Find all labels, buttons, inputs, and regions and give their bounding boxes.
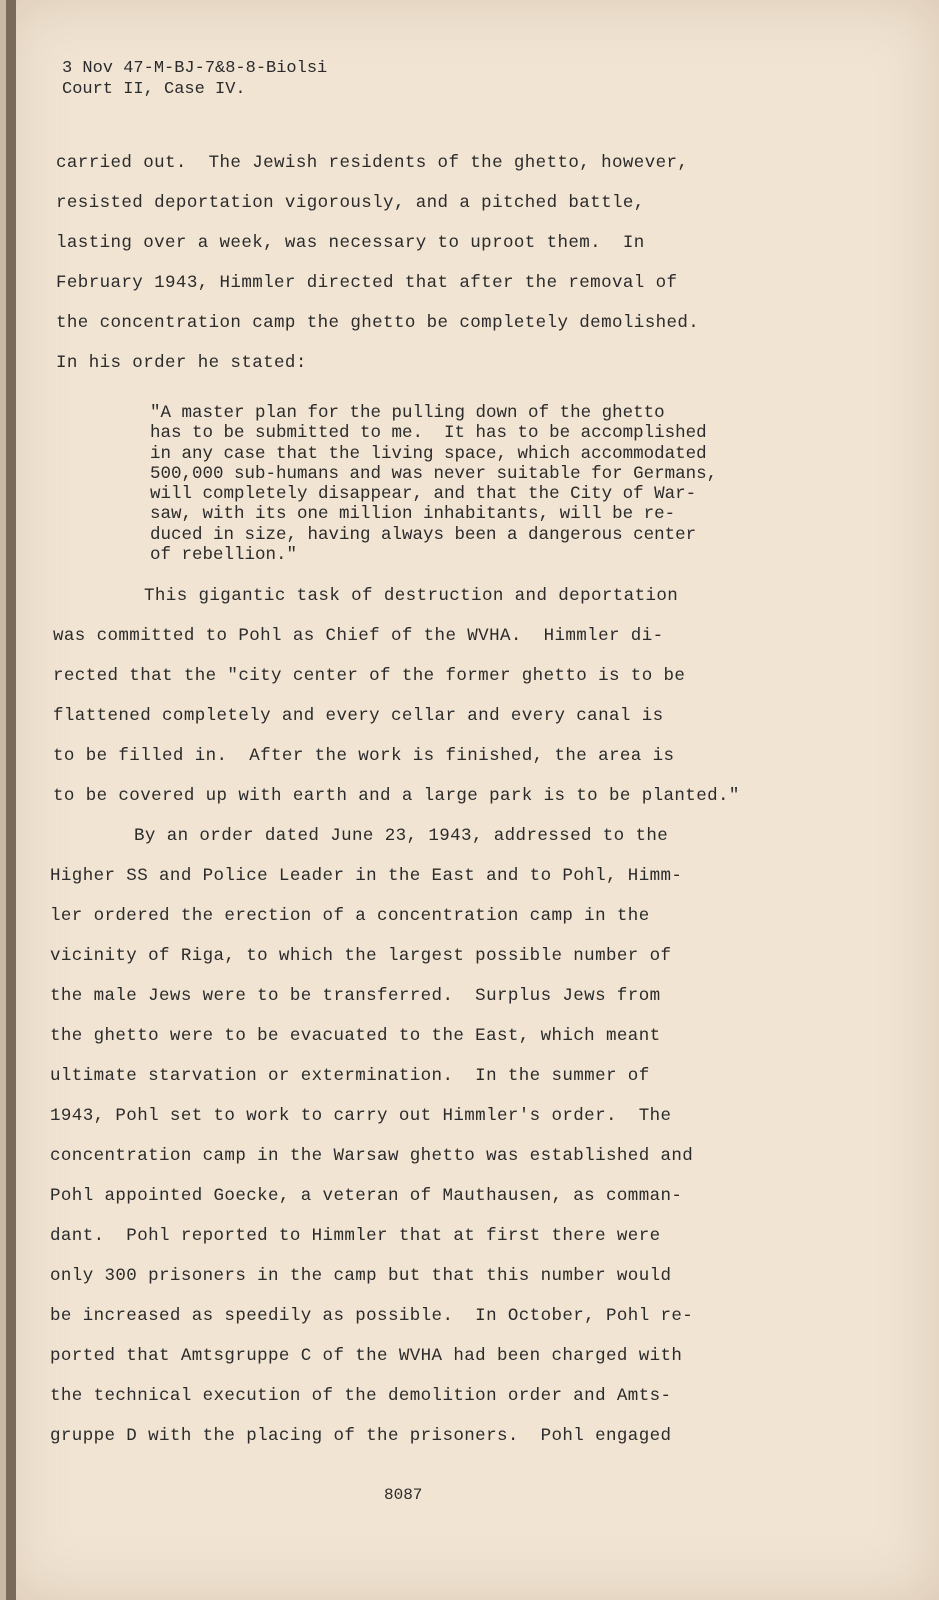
body-line: the technical execution of the demolition order and Amts- xyxy=(50,1386,672,1406)
body-line: only 300 prisoners in the camp but that this number would xyxy=(50,1266,672,1286)
body-line: resisted deportation vigorously, and a pitched battle, xyxy=(56,193,645,213)
body-line: ultimate starvation or extermination. In the summer of xyxy=(50,1066,650,1086)
body-line: ler ordered the erection of a concentration camp in the xyxy=(50,906,650,926)
body-line: the male Jews were to be transferred. Surplus Jews from xyxy=(50,986,661,1006)
body-line: In his order he stated: xyxy=(56,353,307,373)
body-line: ported that Amtsgruppe C of the WVHA had been charged with xyxy=(50,1346,683,1366)
document-page xyxy=(6,0,939,1600)
body-line: dant. Pohl reported to Himmler that at first there were xyxy=(50,1226,661,1246)
body-line: to be covered up with earth and a large park is to be planted." xyxy=(53,786,740,806)
body-line: lasting over a week, was necessary to uproot them. In xyxy=(56,233,645,253)
body-line: the ghetto were to be evacuated to the East, which meant xyxy=(50,1026,661,1046)
page-torn-edge xyxy=(6,0,16,1600)
body-line: 1943, Pohl set to work to carry out Himmler's order. The xyxy=(50,1106,672,1126)
body-line: By an order dated June 23, 1943, addressed to the xyxy=(134,826,669,846)
body-line: concentration camp in the Warsaw ghetto was established and xyxy=(50,1146,694,1166)
body-line: was committed to Pohl as Chief of the WVHA. Himmler di- xyxy=(53,626,664,646)
body-line: vicinity of Riga, to which the largest possible number of xyxy=(50,946,672,966)
body-line: the concentration camp the ghetto be completely demolished. xyxy=(56,313,700,333)
body-line: gruppe D with the placing of the prisoners. Pohl engaged xyxy=(50,1426,672,1446)
body-line: be increased as speedily as possible. In October, Pohl re- xyxy=(50,1306,694,1326)
body-line: Pohl appointed Goecke, a veteran of Mauthausen, as comman- xyxy=(50,1186,683,1206)
body-line: to be filled in. After the work is finished, the area is xyxy=(53,746,675,766)
body-line: carried out. The Jewish residents of the ghetto, however, xyxy=(56,153,689,173)
block-quote: "A master plan for the pulling down of the ghetto has to be submitted to me. It has to be accomplished in any case that the living space, which accommodated 500,000 sub-humans and was never suitable for Germans, will completely disappear, and that the City of War- saw, with its one million inhabitants, will be re- duced in size, having always been a dangerous center of rebellion." xyxy=(150,403,718,566)
header-line-1: 3 Nov 47-M-BJ-7&8-8-Biolsi xyxy=(62,59,328,78)
document-header xyxy=(62,58,327,100)
body-line: This gigantic task of destruction and deportation xyxy=(144,586,679,606)
header-line-2: Court II, Case IV. xyxy=(62,80,246,99)
body-line: Higher SS and Police Leader in the East and to Pohl, Himm- xyxy=(50,866,683,886)
body-line: rected that the "city center of the former ghetto is to be xyxy=(53,666,686,686)
body-line: February 1943, Himmler directed that after the removal of xyxy=(56,273,678,293)
body-line: flattened completely and every cellar and every canal is xyxy=(53,706,664,726)
page-number: 8087 xyxy=(384,1486,423,1504)
